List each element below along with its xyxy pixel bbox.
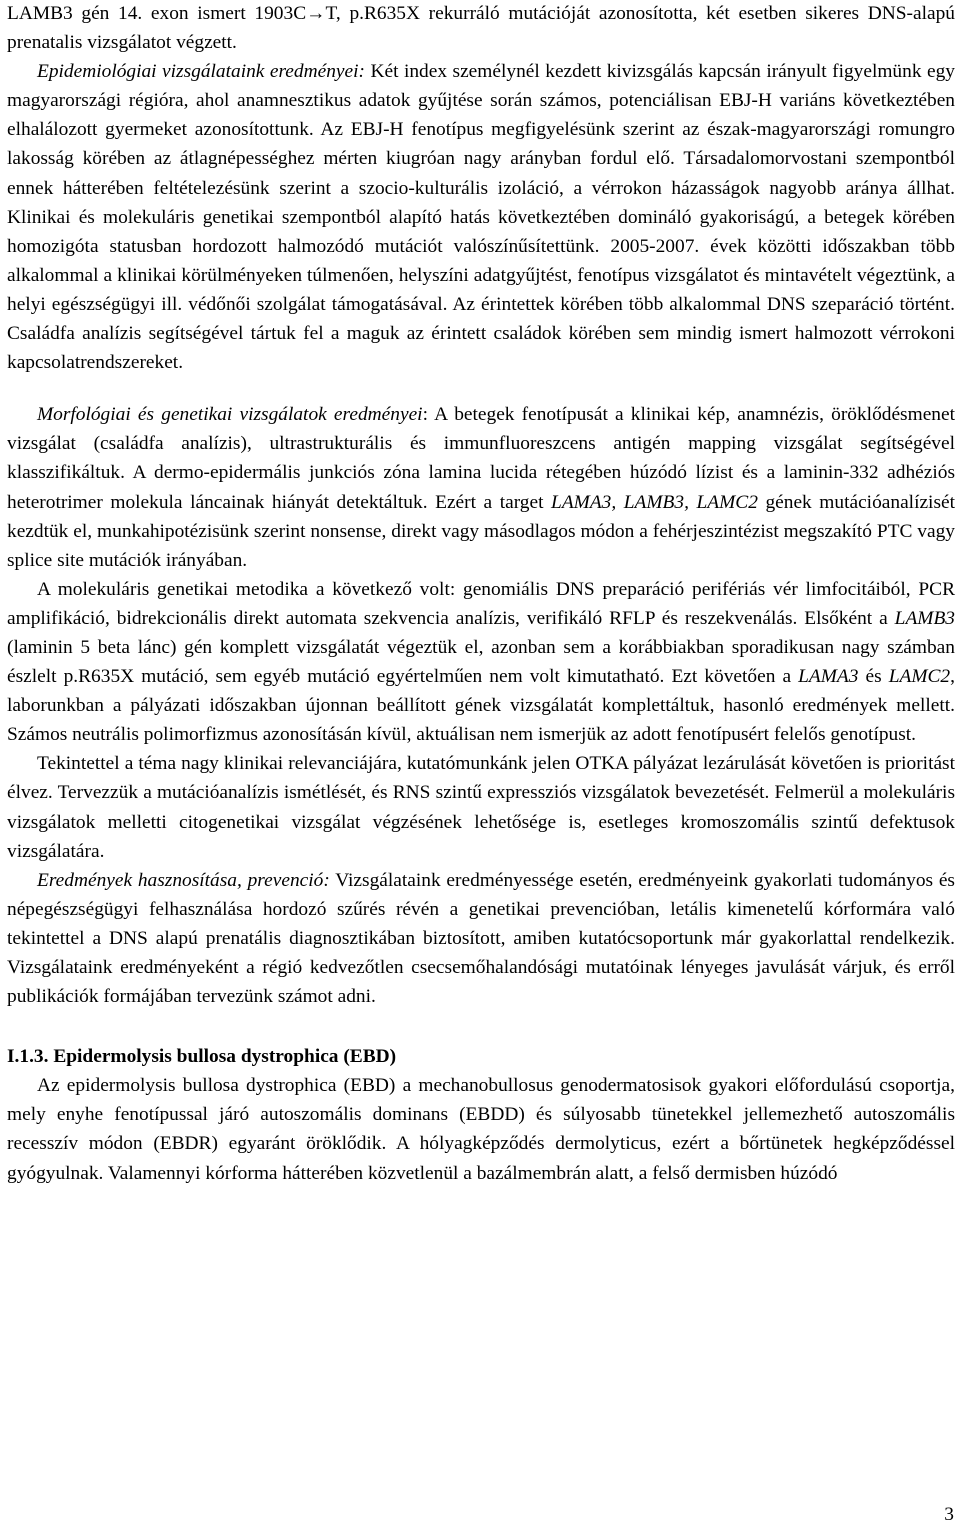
paragraph-text: gének mutációanalízisét kezdtük el, munkahipotézisünk szerint nonsense, direkt vagy másodlagos módon a fehérjeszintézist megszakító PTC vagy splice site mutációk irányában. bbox=[7, 491, 955, 571]
paragraph-morphology-genetics bbox=[7, 400, 955, 575]
paragraph-molecular-methods bbox=[7, 575, 955, 750]
paragraph-text: : A betegek fenotípusát a klinikai kép, anamnézis, öröklődésmenet vizsgálat (családfa analízis), ultrastrukturális és immunfluoreszcens antigén mapping vizsgálat segítségével klasszifikáltuk. A dermo-epidermális junkciós zóna lamina lucida rétegében húzódó lízist és a laminin-332 adhéziós heterotrimer molekula láncainak hiányát detektáltuk. Ezért a target bbox=[7, 404, 955, 513]
paragraph-utilization-prevention bbox=[7, 866, 955, 1011]
document-page bbox=[7, 0, 955, 1188]
paragraph-ebd-intro bbox=[7, 1071, 955, 1187]
paragraph-text: Két index személynél kezdett kivizsgálás kapcsán irányult figyelmünk egy magyarországi régióra, ahol anamnesztikus adatok gyűjtése során számos, potenciálisan EBJ-H variáns következtében elhalálozott gyermeket azonosítottunk. Az EBJ-H fenotípus megfigyelésünk szerint az észak-magyarországi romungro lakosság körében az átlagnépességhez mérten kiugróan nagy arányban fordul elő. Társadalomorvostani szempontból ennek hátterében feltételezésünk szerint a szocio-kulturális izoláció, a vérrokon házasságok nagyobb aránya állhat. Klinikai és molekuláris genetikai szempontból alapító hatás következtében domináló gyakoriságú, a betegek körében homozigóta statusban hordozott halmozódó mutációt valószínűsítettünk. 2005-2007. évek közötti időszakban több alkalommal a klinikai körülményeken túlmenően, helyszíni adatgyűjtést, fenotípus vizsgálatot és mintavételt végeztünk, a helyi egészségügyi ill. védőnői szolgálat támogatásával. Az érintettek körében több alkalommal DNS szeparáció történt. Családfa analízis segítségével tártuk fel a maguk az érintett családok körében sem mindig ismert halmozott vérrokoni kapcsolatrendszereket. bbox=[7, 61, 956, 374]
section-heading: I.1.3. Epidermolysis bullosa dystrophica (EBD) bbox=[7, 1046, 397, 1068]
gene-name-italic: LAMB3 bbox=[894, 607, 955, 629]
paragraph-epidemiology bbox=[7, 57, 955, 377]
gene-name-italic: LAMC2 bbox=[888, 666, 951, 688]
paragraph-lead-italic: Morfológiai és genetikai vizsgálatok eredményei bbox=[37, 404, 423, 426]
page-number: 3 bbox=[944, 1504, 954, 1525]
paragraph-text: LAMB3 gén 14. exon ismert 1903C→T, p.R635X rekurráló mutációját azonosította, két esetben sikeres DNS-alapú prenatalis vizsgálatot végzett. bbox=[7, 3, 955, 54]
paragraph-text: Tekintettel a téma nagy klinikai relevanciájára, kutatómunkánk jelen OTKA pályázat lezárulását követően is prioritást élvez. Tervezzük a mutációanalízis ismétlését, és RNS szintű expressziós vizsgálatok bevezetését. Felmerül a molekuláris vizsgálatok melletti citogenetikai vizsgálat végzésének lehetősége is, esetleges kromoszomális szintű defektusok vizsgálatára. bbox=[7, 753, 955, 862]
paragraph-lead-italic: Epidemiológiai vizsgálataink eredményei: bbox=[37, 61, 365, 83]
paragraph-future-plans bbox=[7, 749, 955, 865]
paragraph-text: Vizsgálataink eredményessége esetén, eredményeink gyakorlati tudományos és népegészségügyi felhasználása hordozó szűrés révén a genetikai prevencióban, letális kimenetelű kórformára való tekintettel a DNS alapú prenatális diagnosztikában biztosított, amiben kutatócsoportunk már gyakorlattal rendelkezik. Vizsgálataink eredményeként a régió kedvezőtlen csecsemőhalandósági mutatóinak lényeges javulását várjuk, és erről publikációk formájában tervezünk számot adni. bbox=[7, 869, 955, 1008]
gene-name-italic: LAMA3 bbox=[798, 666, 859, 688]
paragraph-text: , laborunkban a pályázati időszakban újonnan beállított gének vizsgálatát komplettáltuk, hasonló eredmények mellett. Számos neutrális polimorfizmus azonosításán kívül, aktuálisan nem ismerjük az adott fenotípusért felelős genotípust. bbox=[7, 666, 955, 746]
paragraph-lead-italic: Eredmények hasznosítása, prevenció: bbox=[37, 869, 330, 891]
paragraph-text: és bbox=[858, 666, 889, 688]
paragraph-text: A molekuláris genetikai metodika a következő volt: genomiális DNS preparáció perifériás vér limfocitáiból, PCR amplifikáció, bidrekcionális direkt automata szekvencia analízis, verifikáló RFLP és reszekvenálás. Elsőként a bbox=[7, 578, 955, 629]
paragraph-text: Az epidermolysis bullosa dystrophica (EBD) a mechanobullosus genodermatosisok gyakori előfordulású csoportja, mely enyhe fenotípussal járó autoszomális dominans (EBDD) és súlyosabb tünetekkel jellemezhető autoszomális recesszív módon (EBDR) egyaránt öröklődik. A hólyagképződés dermolyticus, ezért a bőrtünetek hegképződéssel gyógyulnak. Valamennyi kórforma hátterében közvetlenül a bazálmembrán alatt, a felső dermisben húzódó bbox=[7, 1075, 955, 1184]
paragraph-lamb3-mutation bbox=[7, 0, 955, 57]
gene-names-italic: LAMA3, LAMB3, LAMC2 bbox=[551, 491, 758, 513]
paragraph-text: (laminin 5 beta lánc) gén komplett vizsgálatát végeztük el, azonban sem a korábbiakban sporadikusan nagy számban észlelt p.R635X mutáció, sem egyéb mutáció egyértelműen nem volt kimutatható. Ezt követően a bbox=[7, 636, 955, 688]
